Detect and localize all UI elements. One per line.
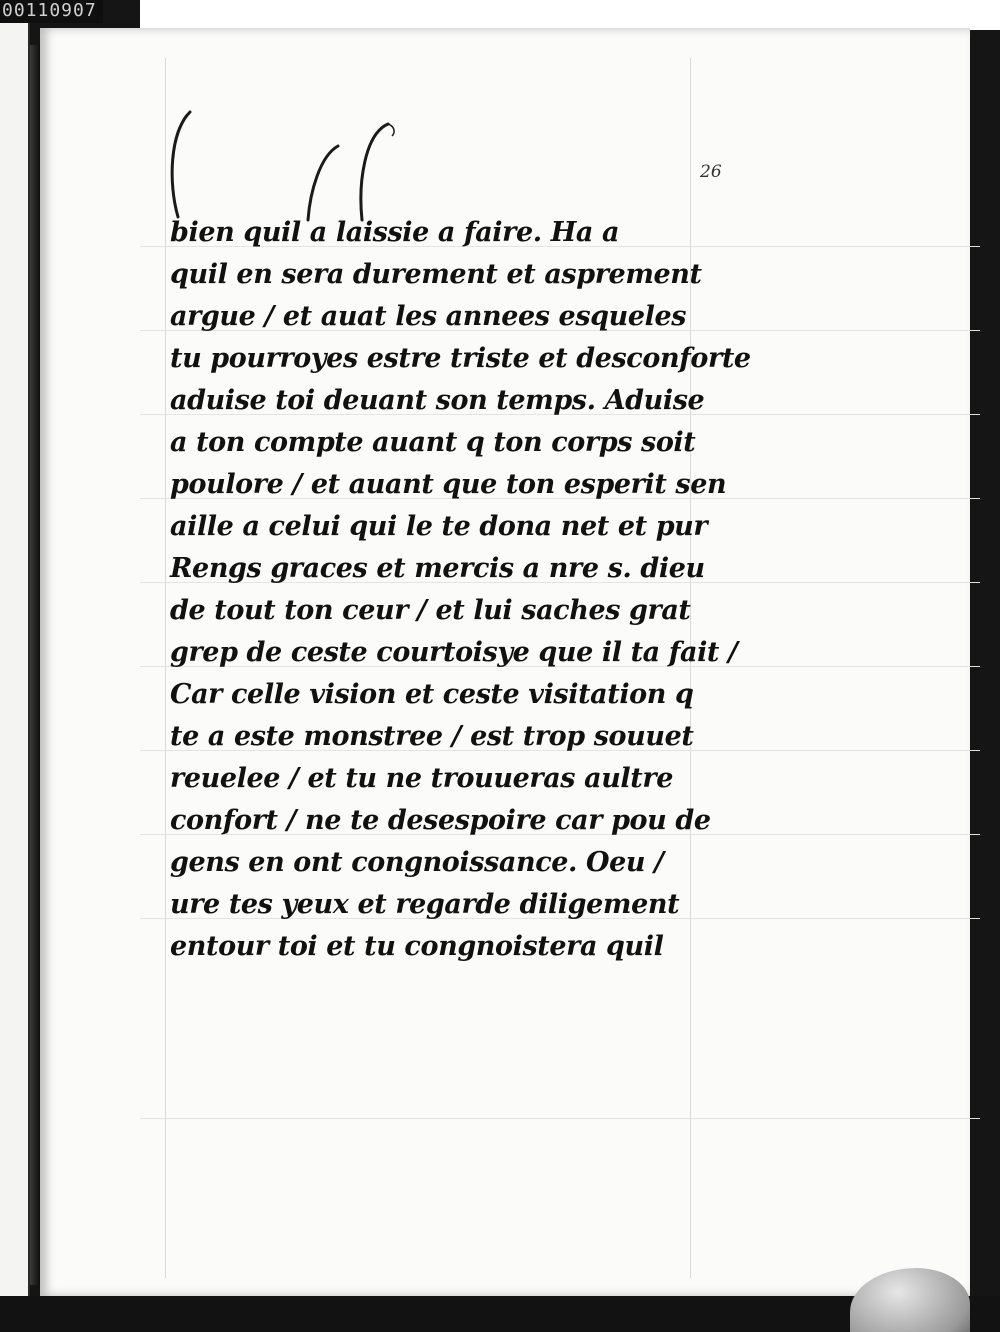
- scan-identifier: 00110907: [0, 0, 103, 23]
- text-line: a ton compte auant q ton corps soit: [170, 427, 696, 458]
- ruling-line: [140, 1118, 980, 1119]
- manuscript-text-block: [170, 212, 751, 968]
- text-line: aille a celui qui le te dona net et pur: [170, 511, 708, 542]
- text-line: aduise toi deuant son temps. Aduise: [170, 385, 705, 416]
- text-line: Rengs graces et mercis a nre s. dieu: [170, 553, 705, 584]
- text-line: ure tes yeux et regarde diligement: [170, 889, 680, 920]
- book-gutter: [30, 45, 40, 1285]
- margin-rule-left: [165, 58, 166, 1278]
- text-line: te a este monstree / est trop souuet: [170, 721, 694, 752]
- text-line: quil en sera durement et asprement: [170, 259, 702, 290]
- facing-page-edge: [0, 20, 30, 1300]
- text-line: reuelee / et tu ne trouueras aultre: [170, 763, 673, 794]
- text-line: gens en ont congnoissance. Oeu /: [170, 847, 664, 878]
- decorative-ascenders: [160, 92, 420, 222]
- text-line: confort / ne te desespoire car pou de: [170, 805, 711, 836]
- text-line: argue / et auat les annees esqueles: [170, 301, 687, 332]
- folio-number: 26: [700, 162, 722, 182]
- text-line: entour toi et tu congnoistera quil: [170, 931, 664, 962]
- text-line: poulore / et auant que ton esperit sen: [170, 469, 727, 500]
- text-line: bien quil a laissie a faire. Ha a: [170, 217, 620, 248]
- text-line: de tout ton ceur / et lui saches grat: [170, 595, 691, 626]
- text-line: Car celle vision et ceste visitation q: [170, 679, 694, 710]
- top-margin-band: [140, 0, 1000, 30]
- text-line: tu pourroyes estre triste et desconforte: [170, 343, 751, 374]
- text-line: grep de ceste courtoisye que il ta fait /: [170, 637, 738, 668]
